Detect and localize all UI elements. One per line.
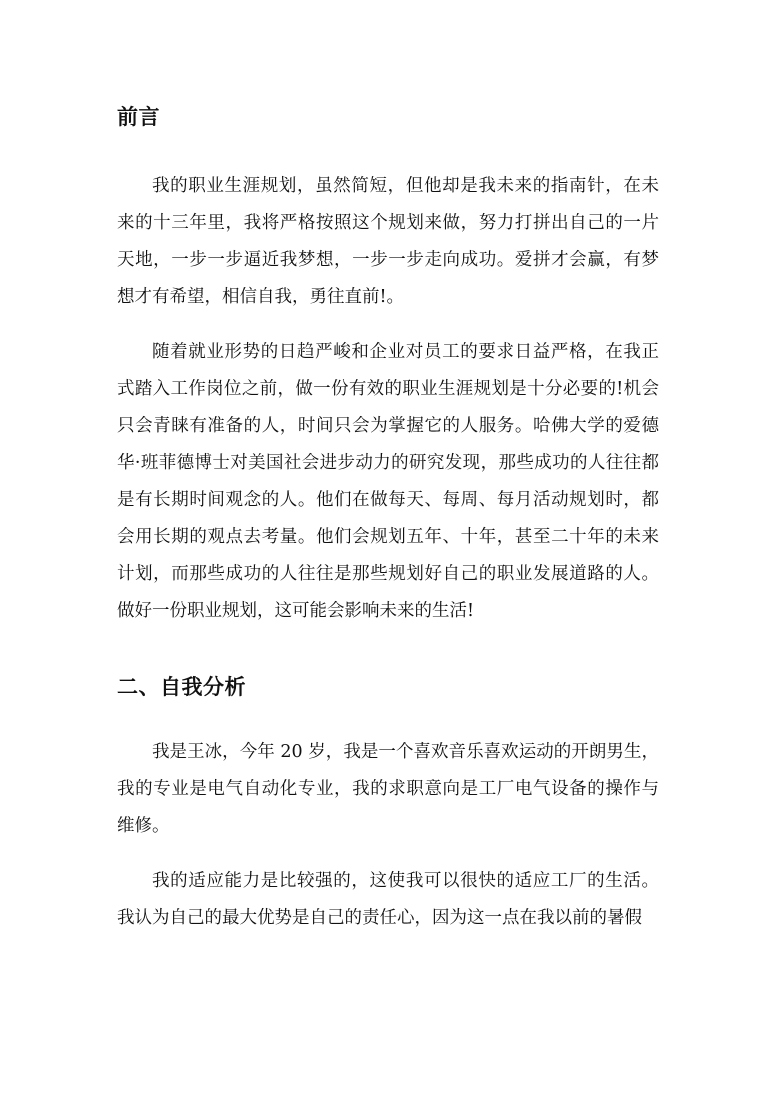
section-heading-preface: 前言 (117, 105, 160, 129)
section-heading-self-analysis: 二、自我分析 (117, 675, 246, 699)
paragraph: 我的适应能力是比较强的，这使我可以很快的适应工厂的生活。我认为自己的最大优势是自己的责任心，因为这一点在我以前的暑假 (117, 871, 659, 928)
document-body (117, 96, 659, 955)
paragraph: 我是王冰，今年 20 岁，我是一个喜欢音乐喜欢运动的开朗男生，我的专业是电气自动化专业，我的求职意向是工厂电气设备的操作与维修。 (117, 742, 659, 836)
paragraph: 随着就业形势的日趋严峻和企业对员工的要求日益严格，在我正式踏入工作岗位之前，做一份有效的职业生涯规划是十分必要的!机会只会青睐有准备的人，时间只会为掌握它的人服务。哈佛大学的爱德华·班菲德博士对美国社会进步动力的研究发现，那些成功的人往往都是有长期时间观念的人。他们在做每天、每周、每月活动规划时，都会用长期的观点去考量。他们会规划五年、十年，甚至二十年的未来计划，而那些成功的人往往是那些规划好自己的职业发展道路的人。做好一份职业规划，这可能会影响未来的生活! (117, 342, 659, 621)
paragraph: 我的职业生涯规划，虽然简短，但他却是我未来的指南针，在未来的十三年里，我将严格按照这个规划来做，努力打拼出自己的一片天地，一步一步逼近我梦想，一步一步走向成功。爱拼才会赢，有梦想才有希望，相信自我，勇往直前!。 (117, 176, 659, 307)
